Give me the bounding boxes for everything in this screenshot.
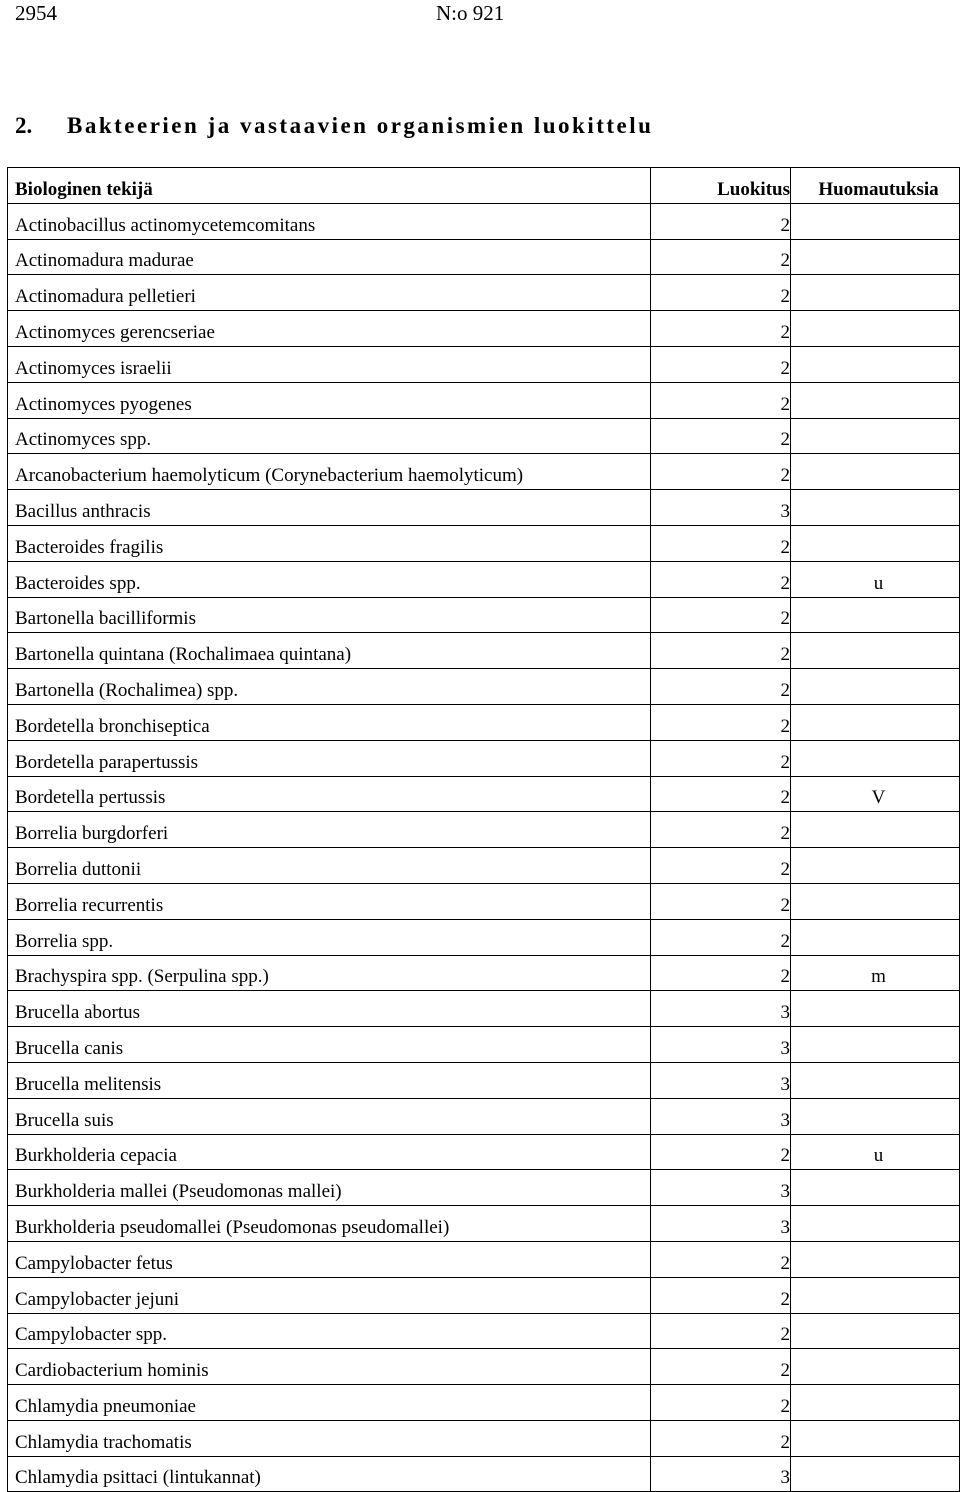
document-number: N:o 921 xyxy=(436,1,505,25)
table-row xyxy=(8,275,960,311)
risk-class: 3 xyxy=(651,1098,791,1134)
risk-class: 2 xyxy=(651,382,791,418)
organism-name: Actinomyces spp. xyxy=(8,418,651,454)
note xyxy=(791,883,960,919)
column-header-classification: Luokitus xyxy=(651,168,791,204)
note xyxy=(791,490,960,526)
organism-name: Borrelia recurrentis xyxy=(8,883,651,919)
table-row xyxy=(8,311,960,347)
note xyxy=(791,311,960,347)
note xyxy=(791,848,960,884)
note xyxy=(791,382,960,418)
risk-class: 2 xyxy=(651,812,791,848)
table-header-row xyxy=(8,168,960,204)
note xyxy=(791,633,960,669)
note xyxy=(791,1456,960,1492)
note xyxy=(791,346,960,382)
risk-class: 2 xyxy=(651,1349,791,1385)
column-header-notes: Huomautuksia xyxy=(791,168,960,204)
risk-class: 2 xyxy=(651,740,791,776)
organism-classification-table xyxy=(7,167,960,1492)
organism-name: Chlamydia pneumoniae xyxy=(8,1385,651,1421)
risk-class: 2 xyxy=(651,1420,791,1456)
risk-class: 2 xyxy=(651,597,791,633)
note: u xyxy=(791,561,960,597)
organism-name: Campylobacter spp. xyxy=(8,1313,651,1349)
risk-class: 2 xyxy=(651,311,791,347)
risk-class: 3 xyxy=(651,1456,791,1492)
risk-class: 2 xyxy=(651,239,791,275)
organism-name: Actinomadura madurae xyxy=(8,239,651,275)
organism-name: Actinomyces gerencseriae xyxy=(8,311,651,347)
table-row xyxy=(8,776,960,812)
organism-name: Campylobacter fetus xyxy=(8,1241,651,1277)
page-number: 2954 xyxy=(15,1,57,25)
organism-name: Actinomadura pelletieri xyxy=(8,275,651,311)
table-row xyxy=(8,203,960,239)
note: m xyxy=(791,955,960,991)
table-row xyxy=(8,740,960,776)
note xyxy=(791,704,960,740)
table-row xyxy=(8,382,960,418)
table-row xyxy=(8,597,960,633)
organism-name: Arcanobacterium haemolyticum (Corynebacterium haemolyticum) xyxy=(8,454,651,490)
column-header-agent: Biologinen tekijä xyxy=(8,168,651,204)
table-row xyxy=(8,1098,960,1134)
table-row xyxy=(8,704,960,740)
risk-class: 2 xyxy=(651,203,791,239)
table-row xyxy=(8,454,960,490)
note xyxy=(791,1098,960,1134)
risk-class: 2 xyxy=(651,704,791,740)
note xyxy=(791,1206,960,1242)
risk-class: 2 xyxy=(651,454,791,490)
organism-name: Cardiobacterium hominis xyxy=(8,1349,651,1385)
risk-class: 3 xyxy=(651,1062,791,1098)
note xyxy=(791,991,960,1027)
table-row xyxy=(8,1027,960,1063)
table-row xyxy=(8,633,960,669)
table-row xyxy=(8,1170,960,1206)
organism-name: Bacillus anthracis xyxy=(8,490,651,526)
table-row xyxy=(8,919,960,955)
organism-name: Bordetella pertussis xyxy=(8,776,651,812)
table-row xyxy=(8,955,960,991)
note xyxy=(791,1385,960,1421)
table-row xyxy=(8,239,960,275)
table-row xyxy=(8,1241,960,1277)
note xyxy=(791,275,960,311)
risk-class: 2 xyxy=(651,1241,791,1277)
note xyxy=(791,1062,960,1098)
table-row xyxy=(8,1456,960,1492)
section-title: Bakteerien ja vastaavien organismien luokittelu xyxy=(67,113,654,138)
table-row xyxy=(8,1277,960,1313)
risk-class: 2 xyxy=(651,418,791,454)
organism-name: Actinomyces israelii xyxy=(8,346,651,382)
note xyxy=(791,1277,960,1313)
organism-name: Brachyspira spp. (Serpulina spp.) xyxy=(8,955,651,991)
organism-name: Burkholderia pseudomallei (Pseudomonas pseudomallei) xyxy=(8,1206,651,1242)
note xyxy=(791,812,960,848)
organism-name: Actinobacillus actinomycetemcomitans xyxy=(8,203,651,239)
organism-name: Brucella melitensis xyxy=(8,1062,651,1098)
note xyxy=(791,919,960,955)
table-row xyxy=(8,1134,960,1170)
organism-name: Bacteroides spp. xyxy=(8,561,651,597)
organism-name: Brucella abortus xyxy=(8,991,651,1027)
note xyxy=(791,418,960,454)
risk-class: 2 xyxy=(651,776,791,812)
risk-class: 2 xyxy=(651,1277,791,1313)
note xyxy=(791,525,960,561)
note xyxy=(791,597,960,633)
page-header xyxy=(0,0,960,30)
organism-name: Borrelia spp. xyxy=(8,919,651,955)
table-row xyxy=(8,418,960,454)
organism-name: Borrelia duttonii xyxy=(8,848,651,884)
risk-class: 2 xyxy=(651,955,791,991)
risk-class: 3 xyxy=(651,991,791,1027)
risk-class: 3 xyxy=(651,1170,791,1206)
risk-class: 2 xyxy=(651,669,791,705)
note: V xyxy=(791,776,960,812)
section-number: 2. xyxy=(15,113,33,138)
note xyxy=(791,203,960,239)
organism-name: Brucella suis xyxy=(8,1098,651,1134)
organism-name: Burkholderia mallei (Pseudomonas mallei) xyxy=(8,1170,651,1206)
table-row xyxy=(8,1062,960,1098)
organism-name: Brucella canis xyxy=(8,1027,651,1063)
section-heading xyxy=(15,112,653,140)
risk-class: 2 xyxy=(651,1134,791,1170)
risk-class: 3 xyxy=(651,1027,791,1063)
risk-class: 2 xyxy=(651,1385,791,1421)
risk-class: 2 xyxy=(651,633,791,669)
note: u xyxy=(791,1134,960,1170)
table-row xyxy=(8,669,960,705)
organism-name: Burkholderia cepacia xyxy=(8,1134,651,1170)
note xyxy=(791,239,960,275)
table-row xyxy=(8,346,960,382)
risk-class: 2 xyxy=(651,848,791,884)
risk-class: 2 xyxy=(651,346,791,382)
table-row xyxy=(8,1385,960,1421)
note xyxy=(791,1241,960,1277)
risk-class: 2 xyxy=(651,525,791,561)
table-row xyxy=(8,812,960,848)
note xyxy=(791,740,960,776)
table-row xyxy=(8,1420,960,1456)
table-row xyxy=(8,1313,960,1349)
organism-name: Bordetella bronchiseptica xyxy=(8,704,651,740)
table-row xyxy=(8,490,960,526)
table-row xyxy=(8,1206,960,1242)
note xyxy=(791,1170,960,1206)
note xyxy=(791,454,960,490)
organism-name: Bartonella (Rochalimea) spp. xyxy=(8,669,651,705)
table-row xyxy=(8,1349,960,1385)
organism-name: Chlamydia trachomatis xyxy=(8,1420,651,1456)
organism-name: Actinomyces pyogenes xyxy=(8,382,651,418)
organism-name: Campylobacter jejuni xyxy=(8,1277,651,1313)
table-row xyxy=(8,848,960,884)
organism-name: Bartonella quintana (Rochalimaea quintana) xyxy=(8,633,651,669)
table-row xyxy=(8,561,960,597)
table-body xyxy=(8,203,960,1492)
table-row xyxy=(8,525,960,561)
risk-class: 3 xyxy=(651,490,791,526)
organism-name: Bartonella bacilliformis xyxy=(8,597,651,633)
note xyxy=(791,1420,960,1456)
note xyxy=(791,669,960,705)
note xyxy=(791,1313,960,1349)
risk-class: 2 xyxy=(651,919,791,955)
organism-name: Chlamydia psittaci (lintukannat) xyxy=(8,1456,651,1492)
organism-name: Bacteroides fragilis xyxy=(8,525,651,561)
risk-class: 2 xyxy=(651,561,791,597)
table-row xyxy=(8,883,960,919)
risk-class: 2 xyxy=(651,1313,791,1349)
risk-class: 2 xyxy=(651,275,791,311)
risk-class: 2 xyxy=(651,883,791,919)
organism-name: Bordetella parapertussis xyxy=(8,740,651,776)
table-row xyxy=(8,991,960,1027)
note xyxy=(791,1027,960,1063)
organism-name: Borrelia burgdorferi xyxy=(8,812,651,848)
note xyxy=(791,1349,960,1385)
risk-class: 3 xyxy=(651,1206,791,1242)
